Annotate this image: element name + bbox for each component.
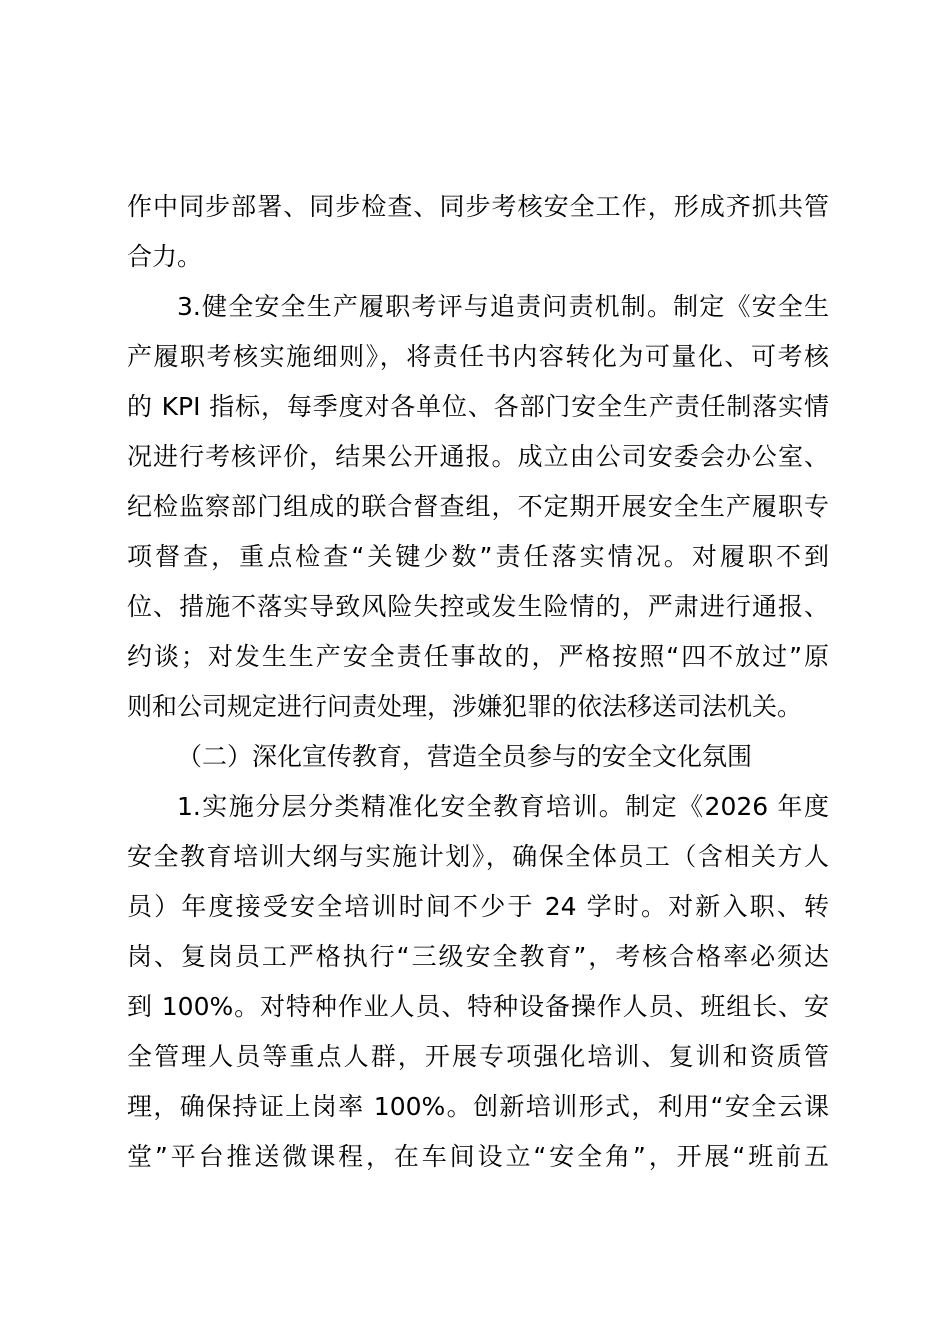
numbered-item-heading: 3.健全安全生产履职考评与追责问责机制。制定《安全生 — [177, 292, 829, 321]
body-text-line: 纪检监察部门组成的联合督查组，不定期开展安全生产履职专 — [127, 492, 829, 521]
numbered-item-heading: 1.实施分层分类精准化安全教育培训。制定《2026 年度 — [177, 792, 829, 821]
body-text-line: 安全教育培训大纲与实施计划》，确保全体员工（含相关方人 — [127, 842, 829, 871]
body-text-line: 合力。 — [127, 242, 203, 271]
body-text-line: 则和公司规定进行问责处理，涉嫌犯罪的依法移送司法机关。 — [127, 692, 803, 721]
body-text-line: 堂”平台推送微课程，在车间设立“安全角”，开展“班前五 — [127, 1142, 829, 1171]
body-text-line: 全管理人员等重点人群，开展专项强化培训、复训和资质管 — [127, 1042, 829, 1071]
section-heading: （二）深化宣传教育，营造全员参与的安全文化氛围 — [177, 742, 753, 771]
body-text-line: 况进行考核评价，结果公开通报。成立由公司安委会办公室、 — [127, 442, 829, 471]
body-text-line: 的 KPI 指标，每季度对各单位、各部门安全生产责任制落实情 — [127, 392, 829, 421]
body-text-line: 位、措施不落实导致风险失控或发生险情的，严肃进行通报、 — [127, 592, 829, 621]
body-text-line: 项督查，重点检查“关键少数”责任落实情况。对履职不到 — [127, 542, 829, 571]
body-text-line: 到 100%。对特种作业人员、特种设备操作人员、班组长、安 — [127, 992, 829, 1021]
body-text-line: 理，确保持证上岗率 100%。创新培训形式，利用“安全云课 — [127, 1092, 829, 1121]
body-text-line: 约谈；对发生生产安全责任事故的，严格按照“四不放过”原 — [127, 642, 829, 671]
body-text-line: 员）年度接受安全培训时间不少于 24 学时。对新入职、转 — [127, 892, 829, 921]
body-text-line: 产履职考核实施细则》，将责任书内容转化为可量化、可考核 — [127, 342, 829, 371]
body-text-line: 岗、复岗员工严格执行“三级安全教育”，考核合格率必须达 — [127, 942, 829, 971]
body-text-line: 作中同步部署、同步检查、同步考核安全工作，形成齐抓共管 — [127, 192, 829, 221]
